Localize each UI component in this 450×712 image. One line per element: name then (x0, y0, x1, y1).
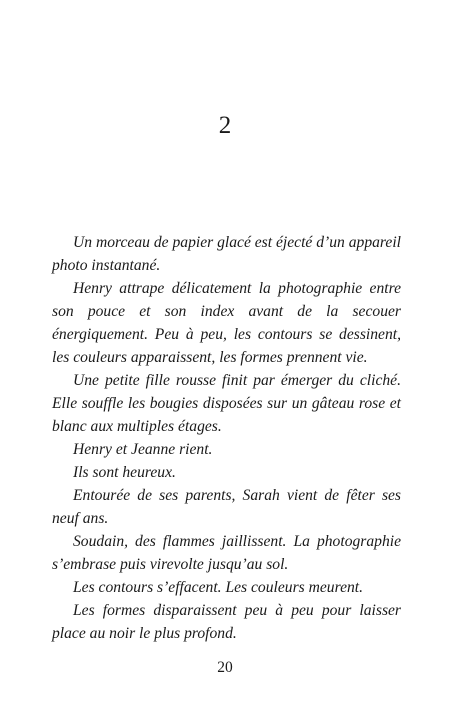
paragraph: Les contours s’effacent. Les couleurs meurent. (73, 579, 364, 596)
paragraph: Ils sont heureux. (73, 464, 176, 481)
paragraph: Les formes disparaissent peu à peu pour laisser place au noir le plus profond. (52, 602, 401, 642)
paragraph: Un morceau de papier glacé est éjecté d’un appareil photo instantané. (52, 234, 401, 274)
paragraph: Entourée de ses parents, Sarah vient de fêter ses neuf ans. (52, 487, 401, 527)
paragraph: Une petite fille rousse finit par émerger du cliché. Elle souffle les bougies disposées sur un gâteau rose et blanc aux multiples étages. (52, 372, 401, 435)
page-number: 20 (217, 659, 233, 676)
paragraph: Henry et Jeanne rient. (73, 441, 213, 458)
chapter-body (52, 231, 401, 645)
chapter-number: 2 (218, 112, 232, 139)
paragraph: Soudain, des flammes jaillissent. La photographie s’embrase puis virevolte jusqu’au sol. (52, 533, 401, 573)
paragraph: Henry attrape délicatement la photographie entre son pouce et son index avant de la secouer énergiquement. Peu à peu, les contours se dessinent, les couleurs apparaissent, les formes prennent vie. (52, 280, 401, 366)
